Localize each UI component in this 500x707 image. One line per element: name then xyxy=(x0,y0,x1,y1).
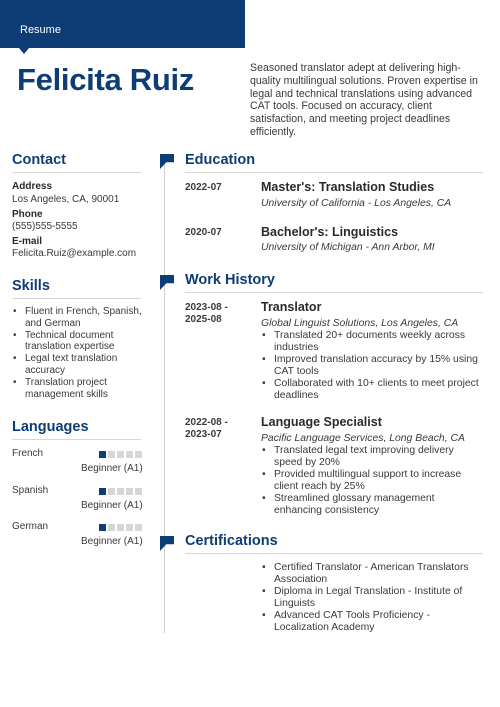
summary-text: Seasoned translator adept at delivering high-quality multilingual solutions. Proven expertise in legal and technical translations using advanced CAT tools. Focused on accuracy, client satisfaction, and meeting project deadlines efficiently. xyxy=(250,62,478,138)
languages-rule xyxy=(12,439,141,440)
rating-square-empty xyxy=(108,451,115,458)
work-company: Pacific Language Services, Long Beach, CA xyxy=(261,433,465,444)
language-name: German xyxy=(12,521,49,532)
education-date: 2020-07 xyxy=(185,227,222,238)
education-school: University of Michigan - Ann Arbor, MI xyxy=(261,242,435,253)
education-school: University of California - Los Angeles, CA xyxy=(261,198,452,209)
rating-square-empty xyxy=(126,488,133,495)
tab-pointer xyxy=(19,48,29,54)
work-bullet: • Translated legal text improving delivery speed by 20% xyxy=(261,445,483,469)
resume-tab-label: Resume xyxy=(20,24,61,36)
certification-item: • Certified Translator - American Translators Association xyxy=(261,562,483,586)
certifications-flag-icon xyxy=(160,536,174,551)
language-rating xyxy=(99,451,142,458)
skills-list xyxy=(12,306,152,400)
language-rating xyxy=(99,524,142,531)
certification-item: • Diploma in Legal Translation - Institute of Linguists xyxy=(261,586,483,610)
education-heading: Education xyxy=(185,152,256,168)
work-bullet: • Collaborated with 10+ clients to meet project deadlines xyxy=(261,378,483,402)
work-date-end: 2025-08 xyxy=(185,314,222,325)
work-company: Global Linguist Solutions, Los Angeles, CA xyxy=(261,318,459,329)
language-level: Beginner (A1) xyxy=(81,463,143,474)
work-bullet: • Improved translation accuracy by 15% using CAT tools xyxy=(261,354,483,378)
certifications-list xyxy=(261,562,483,634)
language-level: Beginner (A1) xyxy=(81,536,143,547)
rating-square-empty xyxy=(108,488,115,495)
address-value: Los Angeles, CA, 90001 xyxy=(12,194,120,205)
work-role: Translator xyxy=(261,300,322,314)
work-bullet: • Provided multilingual support to increase client reach by 25% xyxy=(261,469,483,493)
skill-item: • Technical document translation expertise xyxy=(12,330,152,354)
work-flag-icon xyxy=(160,275,174,290)
language-french xyxy=(12,448,146,478)
work-date-start: 2023-08 - xyxy=(185,302,228,313)
work-date-start: 2022-08 - xyxy=(185,417,228,428)
rating-square-empty xyxy=(135,451,142,458)
education-flag-icon xyxy=(160,154,174,169)
rating-square-empty xyxy=(126,451,133,458)
work-bullets xyxy=(261,330,483,402)
skill-item: • Translation project management skills xyxy=(12,377,152,401)
address-label: Address xyxy=(12,181,53,192)
certifications-rule xyxy=(185,553,483,554)
work-bullet: • Streamlined glossary management enhancing consistency xyxy=(261,493,483,517)
education-rule xyxy=(185,172,483,173)
languages-heading: Languages xyxy=(12,419,89,435)
language-level: Beginner (A1) xyxy=(81,500,143,511)
email-label: E-mail xyxy=(12,236,43,247)
resume-tab xyxy=(0,0,245,48)
contact-rule xyxy=(12,172,141,173)
language-spanish xyxy=(12,485,146,515)
rating-square-empty xyxy=(126,524,133,531)
rating-square-filled xyxy=(99,488,106,495)
certifications-heading: Certifications xyxy=(185,533,278,549)
rating-square-empty xyxy=(135,488,142,495)
rating-square-empty xyxy=(135,524,142,531)
work-date-end: 2023-07 xyxy=(185,429,222,440)
language-name: French xyxy=(12,448,44,459)
phone-value: (555)555-5555 xyxy=(12,221,78,232)
language-name: Spanish xyxy=(12,485,49,496)
rating-square-filled xyxy=(99,524,106,531)
rating-square-empty xyxy=(108,524,115,531)
work-rule xyxy=(185,292,483,293)
skill-item: • Legal text translation accuracy xyxy=(12,353,152,377)
contact-heading: Contact xyxy=(12,152,66,168)
education-degree: Master's: Translation Studies xyxy=(261,180,435,194)
skill-item: • Fluent in French, Spanish, and German xyxy=(12,306,152,330)
work-bullets xyxy=(261,445,483,517)
rating-square-filled xyxy=(99,451,106,458)
rating-square-empty xyxy=(117,451,124,458)
work-role: Language Specialist xyxy=(261,415,382,429)
rating-square-empty xyxy=(117,524,124,531)
candidate-name: Felicita Ruiz xyxy=(17,62,194,97)
certification-item: • Advanced CAT Tools Proficiency - Localization Academy xyxy=(261,610,483,634)
language-rating xyxy=(99,488,142,495)
column-divider xyxy=(164,160,165,633)
skills-heading: Skills xyxy=(12,278,50,294)
rating-square-empty xyxy=(117,488,124,495)
work-bullet: • Translated 20+ documents weekly across industries xyxy=(261,330,483,354)
language-german xyxy=(12,521,146,551)
education-date: 2022-07 xyxy=(185,182,222,193)
education-degree: Bachelor's: Linguistics xyxy=(261,225,399,239)
phone-label: Phone xyxy=(12,209,43,220)
skills-rule xyxy=(12,298,141,299)
work-heading: Work History xyxy=(185,272,275,288)
email-value[interactable]: Felicita.Ruiz@example.com xyxy=(12,248,137,259)
